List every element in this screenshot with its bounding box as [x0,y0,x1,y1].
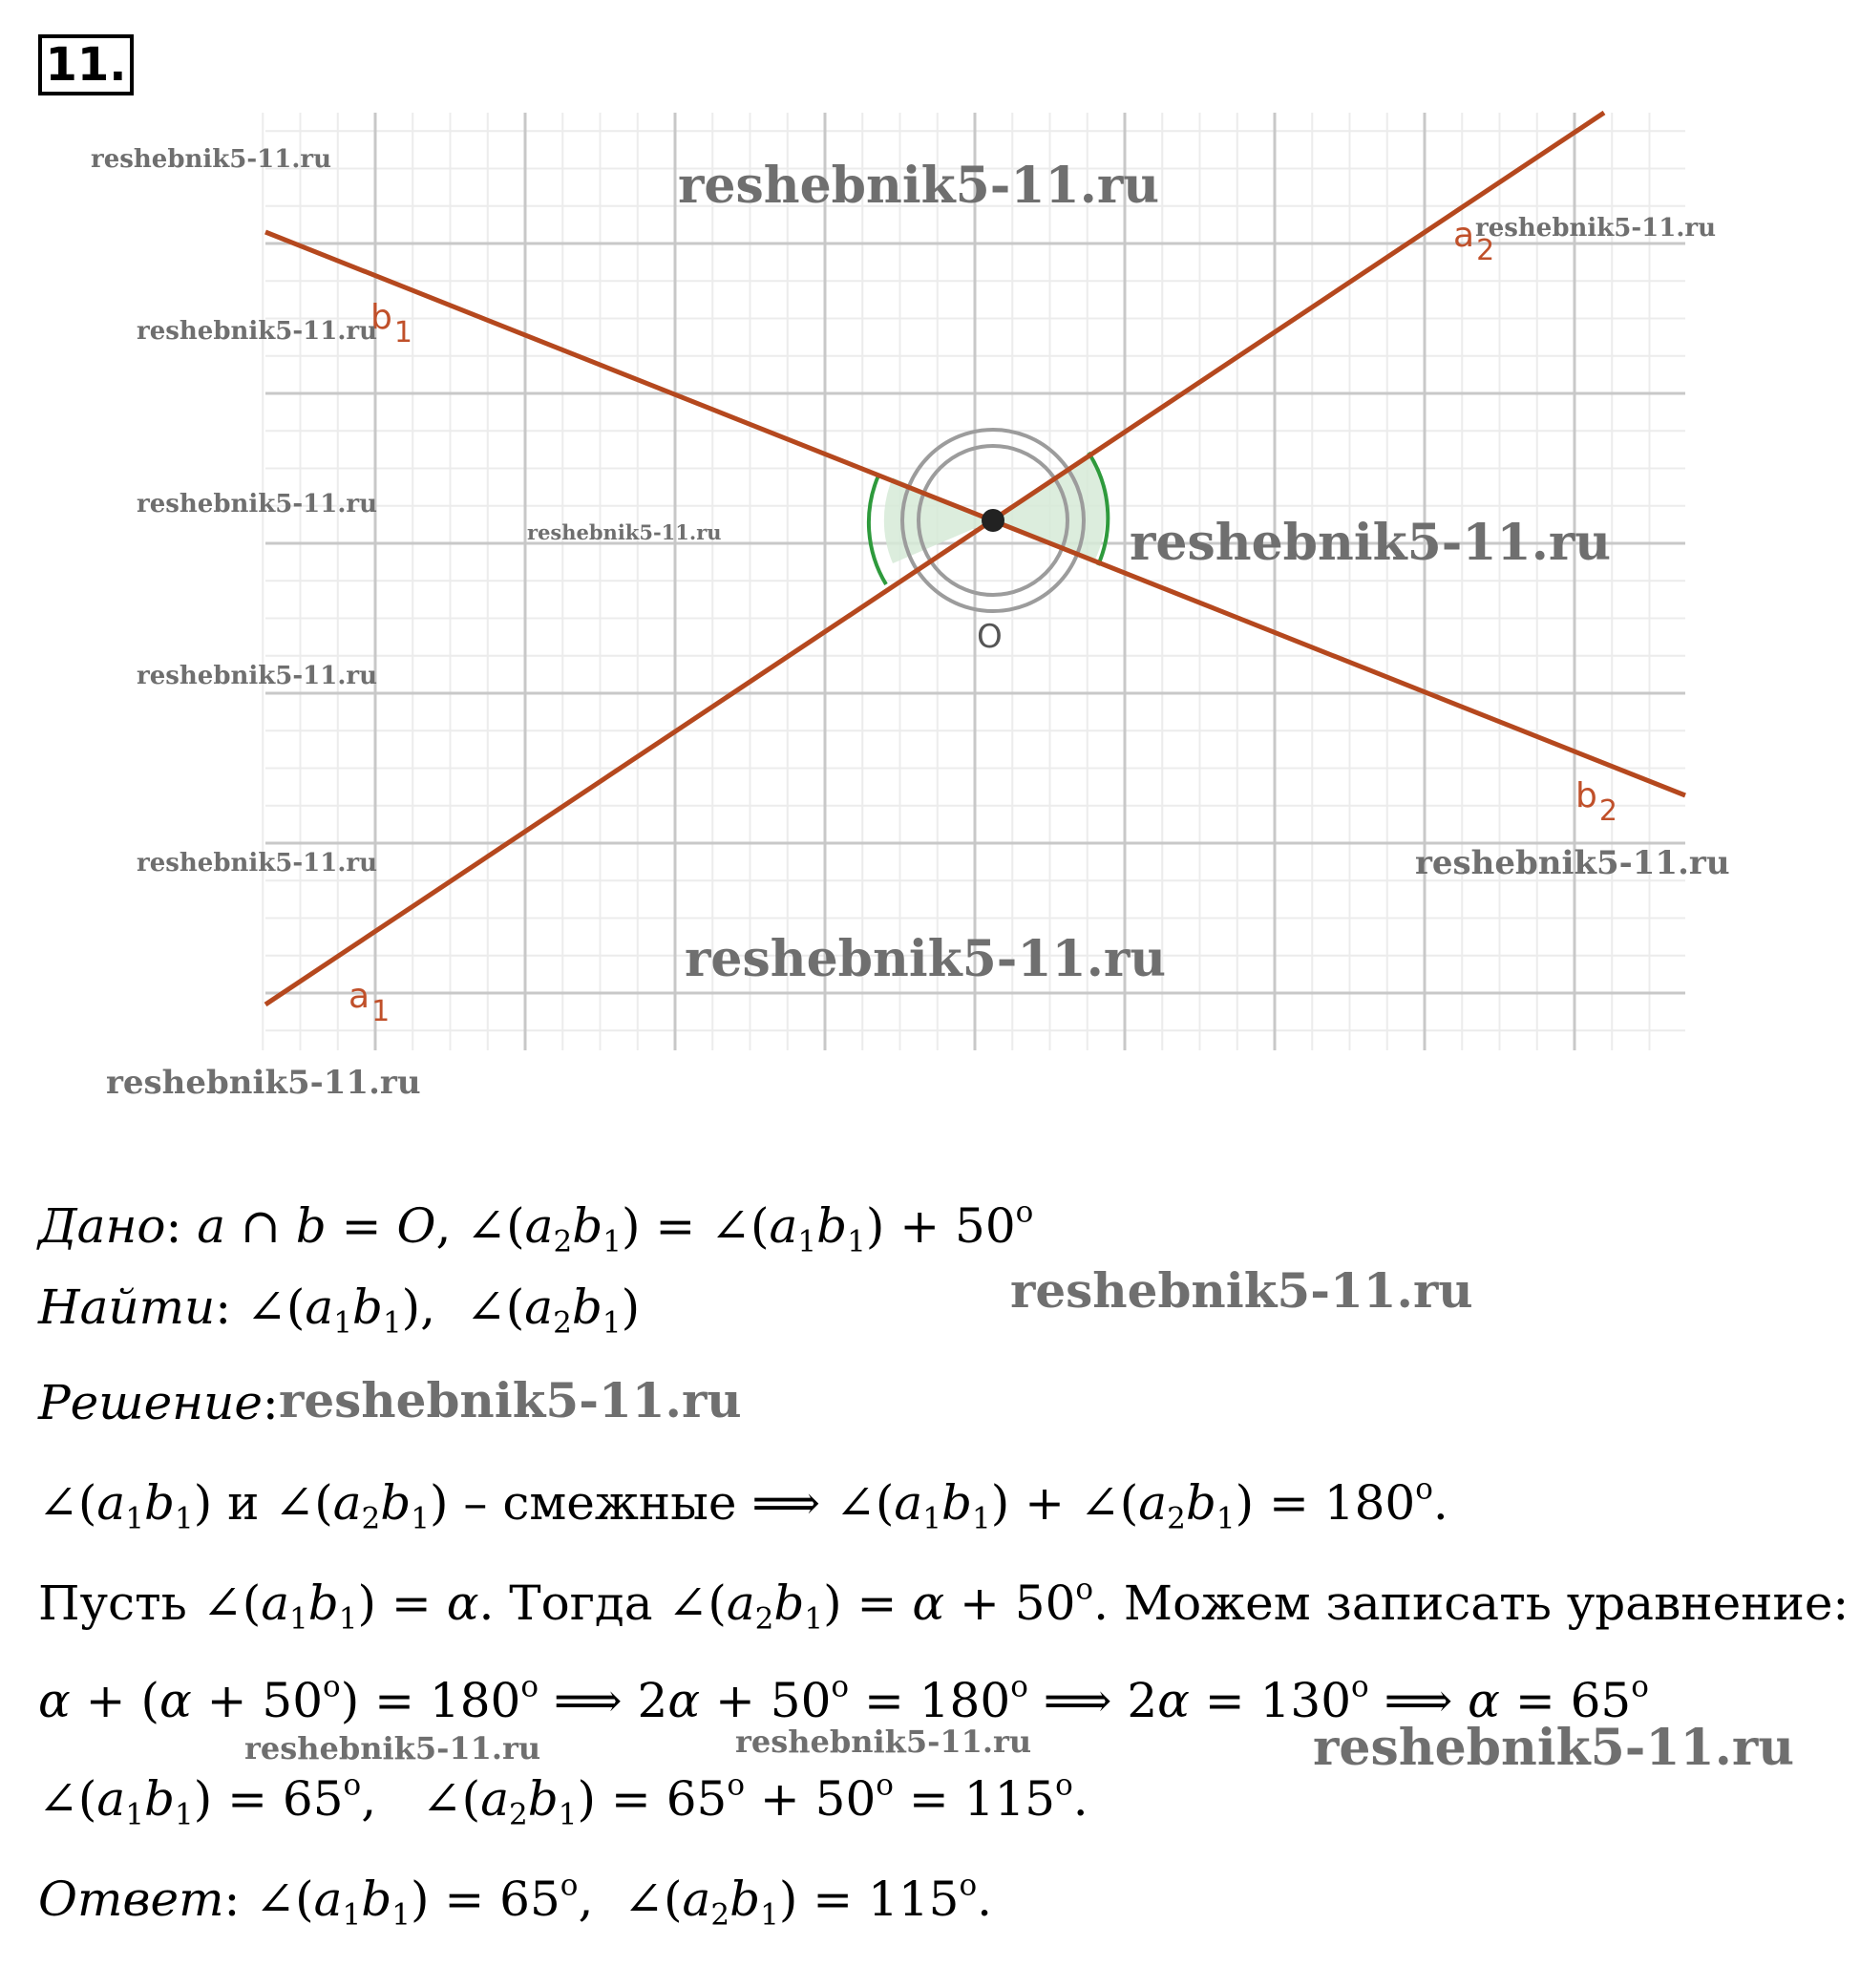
given-line: Дано: a ∩ b = O, $\angle(a_2b_1)$ = $\angle(a_1b_1) + 50^o$ [38,1195,1034,1259]
solution-label-line: Решение: [38,1375,279,1430]
watermark: reshebnik5-11.ru [244,1730,541,1766]
watermark: reshebnik5-11.ru [1313,1719,1795,1777]
watermark: reshebnik5-11.ru [527,520,722,544]
watermark: reshebnik5-11.ru [106,1064,421,1102]
watermark: reshebnik5-11.ru [137,317,378,346]
label-b2: $b_2$ [1575,776,1617,828]
result-line: $\angle(a_1b_1) = 65^o$, $\angle(a_2b_1) = 65^o + 50^o = 115^o$. [38,1767,1089,1832]
watermark: reshebnik5-11.ru [678,157,1160,215]
watermark: reshebnik5-11.ru [137,490,378,518]
watermark: reshebnik5-11.ru [1415,844,1730,882]
problem-number: 11. [38,34,134,95]
watermark: reshebnik5-11.ru [1130,514,1612,572]
watermark: reshebnik5-11.ru [279,1372,742,1428]
equation-line: $\alpha + (\alpha + 50^o) = 180^o$ ⟹ $2\alpha + 50^o = 180^o$ ⟹ $2\alpha = 130^o$ ⟹ $\alpha = 65^o$ [38,1669,1649,1728]
watermark: reshebnik5-11.ru [1010,1262,1473,1319]
label-b1: $b_1$ [370,298,412,349]
find-line: Найти: $\angle(a_1b_1)$, $\angle(a_2b_1)$ [38,1280,641,1341]
watermark: reshebnik5-11.ru [137,662,378,690]
answer-line: Ответ: $\angle(a_1b_1) = 65^o$, $\angle(a_2b_1) = 115^o$. [38,1868,993,1933]
label-a2: $a_2$ [1453,216,1495,267]
point-o-label: O [977,618,1003,656]
angle-sector-left [884,477,993,563]
let-line: Пусть $\angle(a_1b_1) = \alpha$. Тогда $\angle(a_2b_1) = \alpha + 50^o$. Можем записать уравнение: [38,1572,1849,1637]
watermark: reshebnik5-11.ru [1475,214,1717,243]
point-o [982,509,1004,532]
watermark: reshebnik5-11.ru [735,1724,1032,1760]
watermark: reshebnik5-11.ru [91,145,332,174]
label-a1: $a_1$ [349,977,391,1028]
arc-left [869,476,886,584]
watermark: reshebnik5-11.ru [137,849,378,878]
adjacent-line: $\angle(a_1b_1)$ и $\angle(a_2b_1)$ – смежные ⟹ $\angle(a_1b_1)$ + $\angle(a_2b_1) = 180^o$. [38,1471,1448,1536]
watermark: reshebnik5-11.ru [685,930,1167,988]
